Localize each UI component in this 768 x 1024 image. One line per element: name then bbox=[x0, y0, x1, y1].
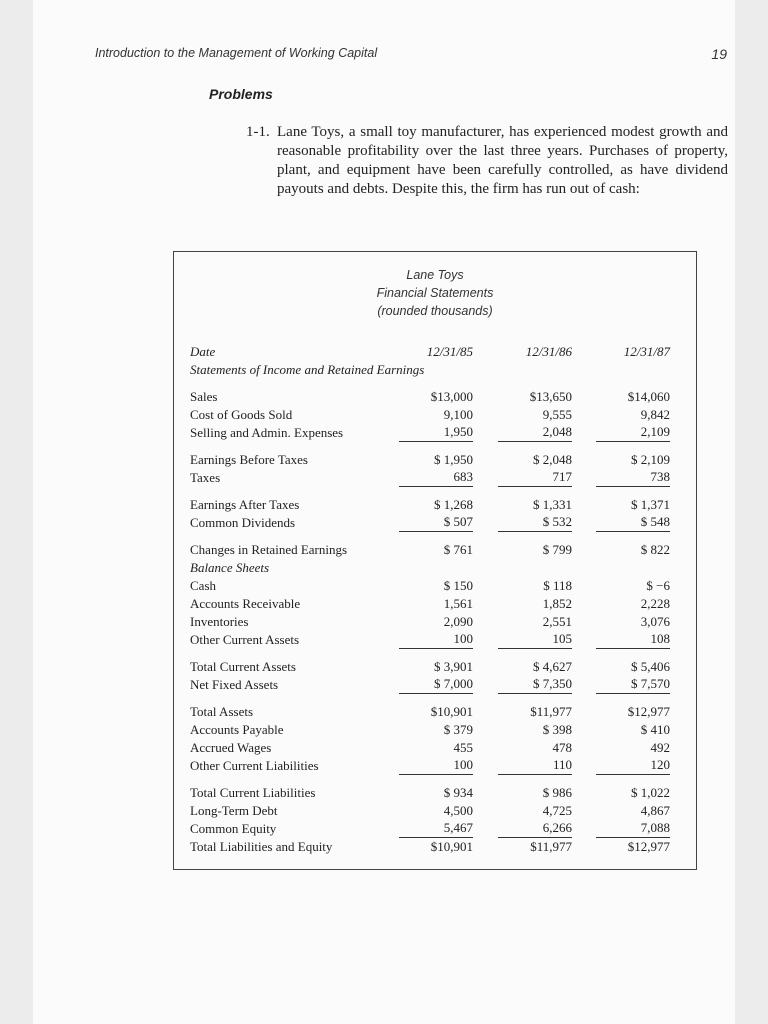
statement-row-tcl bbox=[190, 784, 684, 802]
balance-heading-row bbox=[190, 559, 684, 577]
value-cell: $ 7,000 bbox=[399, 676, 473, 694]
problem-1-1 bbox=[246, 123, 728, 199]
value-cell: $ 5,406 bbox=[631, 659, 670, 674]
row-label: Sales bbox=[190, 389, 218, 404]
value-cell: 105 bbox=[498, 631, 572, 649]
value-cell: $ 822 bbox=[640, 542, 670, 557]
value-cell: $ 532 bbox=[498, 514, 572, 532]
statement-row-ocl bbox=[190, 757, 684, 775]
value-cell: $ 507 bbox=[399, 514, 473, 532]
row-label: Total Assets bbox=[190, 704, 254, 719]
value-cell: 478 bbox=[552, 740, 572, 755]
statement-row-tle bbox=[190, 838, 684, 856]
row-label: Accounts Payable bbox=[190, 722, 284, 737]
value-cell: 3,076 bbox=[640, 614, 670, 629]
statement-row-nfa bbox=[190, 676, 684, 694]
statement-row-ap bbox=[190, 721, 684, 739]
value-cell: $ 379 bbox=[443, 722, 473, 737]
date-row bbox=[190, 343, 684, 361]
row-label: Inventories bbox=[190, 614, 249, 629]
row-label: Total Liabilities and Equity bbox=[190, 839, 333, 854]
row-label: Common Dividends bbox=[190, 515, 296, 530]
value-cell: 717 bbox=[498, 469, 572, 487]
income-heading: Statements of Income and Retained Earnings bbox=[190, 362, 425, 377]
statement-row-oca bbox=[190, 631, 684, 649]
statement-row-ebt bbox=[190, 451, 684, 469]
value-cell: $10,901 bbox=[430, 704, 473, 719]
value-cell: 738 bbox=[596, 469, 670, 487]
value-cell: $12,977 bbox=[627, 704, 670, 719]
value-cell: $11,977 bbox=[530, 839, 572, 854]
statement-row-sales bbox=[190, 388, 684, 406]
statement-subtitle: Financial Statements bbox=[376, 286, 494, 300]
row-label: Accrued Wages bbox=[190, 740, 272, 755]
row-label: Other Current Liabilities bbox=[190, 758, 319, 773]
value-cell: $ 799 bbox=[542, 542, 572, 557]
value-cell: $ 934 bbox=[443, 785, 473, 800]
financial-statement-box bbox=[173, 251, 697, 870]
row-label: Other Current Assets bbox=[190, 632, 300, 647]
statement-header bbox=[174, 266, 696, 320]
value-cell: $13,650 bbox=[529, 389, 572, 404]
value-cell: $ 7,350 bbox=[498, 676, 572, 694]
date-label: Date bbox=[190, 344, 216, 359]
value-cell: $ 2,109 bbox=[631, 452, 670, 467]
page-number: 19 bbox=[711, 46, 727, 62]
row-label: Total Current Liabilities bbox=[190, 785, 316, 800]
value-cell: 455 bbox=[453, 740, 473, 755]
row-label: Selling and Admin. Expenses bbox=[190, 425, 344, 440]
income-heading-row bbox=[190, 361, 684, 379]
row-label: Net Fixed Assets bbox=[190, 677, 279, 692]
statement-row-cash bbox=[190, 577, 684, 595]
statement-row-ce bbox=[190, 820, 684, 838]
date-cell: 12/31/86 bbox=[525, 344, 572, 359]
value-cell: $ 1,331 bbox=[533, 497, 572, 512]
statement-row-taxes bbox=[190, 469, 684, 487]
value-cell: $10,901 bbox=[430, 839, 473, 854]
value-cell: 1,561 bbox=[443, 596, 473, 611]
value-cell: 9,842 bbox=[640, 407, 670, 422]
value-cell: $ 118 bbox=[543, 578, 572, 593]
value-cell: $ 986 bbox=[542, 785, 572, 800]
statement-row-sga bbox=[190, 424, 684, 442]
value-cell: $12,977 bbox=[627, 839, 670, 854]
value-cell: $ 1,950 bbox=[434, 452, 473, 467]
value-cell: $ 4,627 bbox=[533, 659, 572, 674]
running-title: Introduction to the Management of Working Capital bbox=[95, 46, 378, 60]
value-cell: 6,266 bbox=[498, 820, 572, 838]
row-label: Earnings Before Taxes bbox=[190, 452, 308, 467]
statement-row-ta bbox=[190, 703, 684, 721]
row-label: Long-Term Debt bbox=[190, 803, 278, 818]
value-cell: 108 bbox=[596, 631, 670, 649]
date-cell: 12/31/85 bbox=[426, 344, 473, 359]
statement-row-tca bbox=[190, 658, 684, 676]
statement-row-dividends bbox=[190, 514, 684, 532]
value-cell: $ −6 bbox=[646, 578, 670, 593]
date-cell: 12/31/87 bbox=[623, 344, 670, 359]
row-label: Earnings After Taxes bbox=[190, 497, 300, 512]
row-label: Total Current Assets bbox=[190, 659, 296, 674]
value-cell: 120 bbox=[596, 757, 670, 775]
value-cell: 110 bbox=[498, 757, 572, 775]
statement-row-cogs bbox=[190, 406, 684, 424]
value-cell: 1,852 bbox=[542, 596, 572, 611]
value-cell: 4,725 bbox=[542, 803, 572, 818]
value-cell: $ 548 bbox=[596, 514, 670, 532]
value-cell: 9,555 bbox=[542, 407, 572, 422]
value-cell: 100 bbox=[399, 757, 473, 775]
statement-table bbox=[190, 343, 684, 856]
row-label: Cost of Goods Sold bbox=[190, 407, 293, 422]
value-cell: $ 761 bbox=[443, 542, 473, 557]
value-cell: 5,467 bbox=[399, 820, 473, 838]
row-label: Cash bbox=[190, 578, 216, 593]
value-cell: $14,060 bbox=[627, 389, 670, 404]
row-label: Common Equity bbox=[190, 821, 277, 836]
value-cell: 100 bbox=[399, 631, 473, 649]
section-heading: Problems bbox=[209, 86, 273, 102]
statement-title: Lane Toys bbox=[406, 268, 464, 282]
value-cell: 9,100 bbox=[443, 407, 473, 422]
statement-row-inv bbox=[190, 613, 684, 631]
value-cell: 492 bbox=[650, 740, 670, 755]
statement-row-aw bbox=[190, 739, 684, 757]
value-cell: 1,950 bbox=[399, 424, 473, 442]
problem-text: Lane Toys, a small toy manufacturer, has experienced modest growth and reasonable profitability over the last three years. Purchases of property, plant, and equipment have been carefully controlled, as have dividend payouts and debts. Despite this, the firm has run out of cash: bbox=[277, 124, 728, 197]
balance-heading: Balance Sheets bbox=[190, 560, 270, 575]
statement-row-ltd bbox=[190, 802, 684, 820]
value-cell: $ 3,901 bbox=[434, 659, 473, 674]
value-cell: 7,088 bbox=[596, 820, 670, 838]
statement-units: (rounded thousands) bbox=[377, 304, 493, 318]
row-label: Accounts Receivable bbox=[190, 596, 301, 611]
value-cell: $ 410 bbox=[640, 722, 670, 737]
value-cell: 2,551 bbox=[542, 614, 572, 629]
value-cell: 2,048 bbox=[498, 424, 572, 442]
value-cell: 4,500 bbox=[443, 803, 473, 818]
value-cell: 4,867 bbox=[640, 803, 670, 818]
row-label: Taxes bbox=[190, 470, 221, 485]
value-cell: 2,090 bbox=[443, 614, 473, 629]
value-cell: $ 1,371 bbox=[631, 497, 670, 512]
value-cell: $13,000 bbox=[430, 389, 473, 404]
value-cell: $ 1,268 bbox=[434, 497, 473, 512]
statement-row-chg-re bbox=[190, 541, 684, 559]
statement-row-ar bbox=[190, 595, 684, 613]
value-cell: 2,109 bbox=[596, 424, 670, 442]
value-cell: $ 398 bbox=[542, 722, 572, 737]
value-cell: $ 150 bbox=[443, 578, 473, 593]
value-cell: $ 7,570 bbox=[596, 676, 670, 694]
value-cell: 683 bbox=[399, 469, 473, 487]
row-label: Changes in Retained Earnings bbox=[190, 542, 348, 557]
value-cell: $11,977 bbox=[530, 704, 572, 719]
value-cell: $ 2,048 bbox=[533, 452, 572, 467]
value-cell: $ 1,022 bbox=[631, 785, 670, 800]
problem-number: 1-1. bbox=[246, 124, 270, 140]
value-cell: 2,228 bbox=[640, 596, 670, 611]
statement-row-eat bbox=[190, 496, 684, 514]
